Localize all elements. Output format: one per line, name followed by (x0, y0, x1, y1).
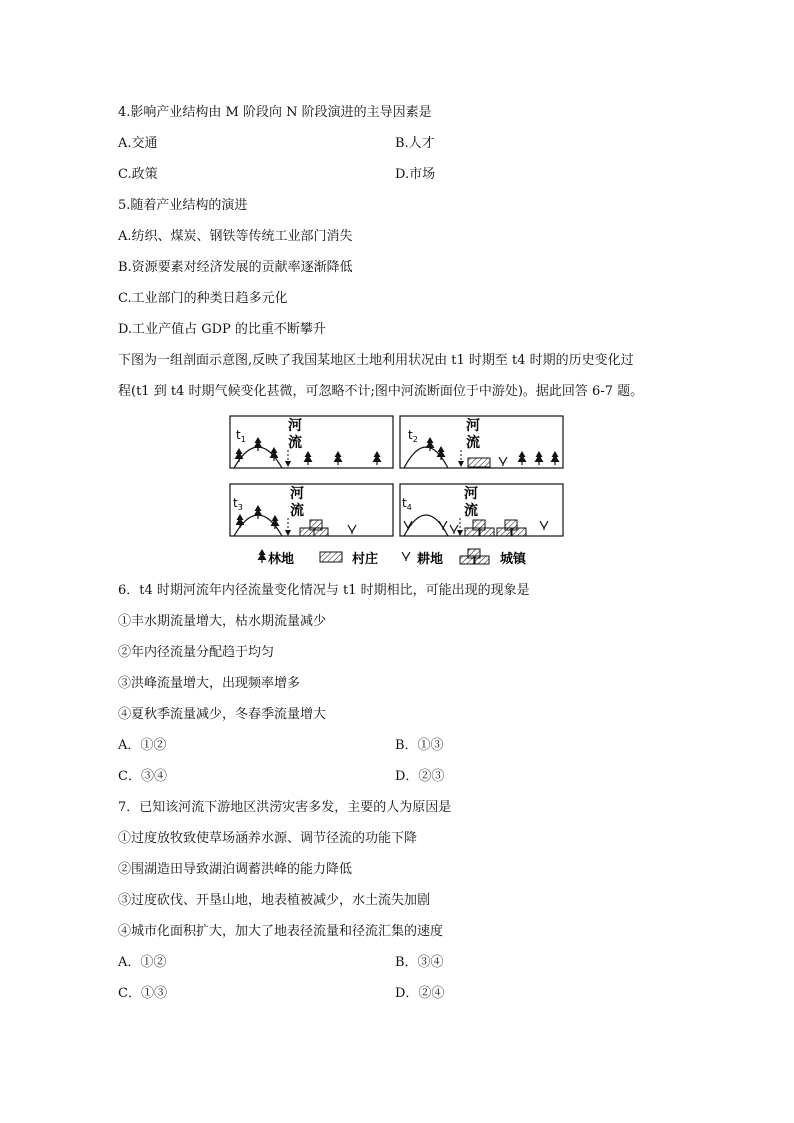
farmland-icon (402, 552, 410, 561)
village-icon (320, 552, 342, 562)
q7-option-b: B．③④ (395, 955, 444, 970)
river-label-t2-a: 河 (466, 418, 480, 434)
figure-legend (258, 549, 528, 567)
q6-option-d: D．②③ (395, 769, 445, 784)
q7-option-a: A．①② (118, 955, 167, 970)
river-label-t4-a: 河 (464, 486, 478, 502)
q6-item-2: ②年内径流量分配趋于均匀 (118, 645, 275, 660)
svg-text:t1: $t_1$ (236, 428, 246, 444)
q5-option-b: B.资源要素对经济发展的贡献率逐渐降低 (118, 260, 353, 275)
q7-item-2: ②围湖造田导致湖泊调蓄洪峰的能力降低 (118, 862, 353, 877)
q4-option-a: A.交通 (118, 136, 158, 151)
river-label-t1-a: 河 (288, 418, 302, 434)
panel-t2 (400, 416, 563, 468)
town-icon (460, 549, 489, 564)
river-label-t1-b: 流 (288, 435, 302, 451)
land-use-figure (228, 412, 568, 572)
q4-option-d: D.市场 (395, 167, 436, 182)
q6-stem: 6．t4 时期河流年内径流量变化情况与 t1 时期相比，可能出现的现象是 (118, 583, 530, 598)
q7-stem: 7．已知该河流下游地区洪涝灾害多发，主要的人为原因是 (118, 800, 452, 815)
q5-option-a: A.纺织、煤炭、钢铁等传统工业部门消失 (118, 229, 353, 244)
svg-text:t3: $t_3$ (233, 496, 243, 512)
legend-town: 城镇 (500, 552, 527, 567)
panel-t3 (230, 484, 393, 536)
q6-item-4: ④夏秋季流量减少，冬春季流量增大 (118, 707, 327, 722)
panel-t4 (400, 484, 563, 536)
legend-forest: 林地 (268, 552, 295, 567)
q7-item-3: ③过度砍伐、开垦山地，地表植被减少，水土流失加剧 (118, 893, 431, 908)
q6-option-c: C．③④ (118, 769, 167, 784)
svg-text:t4: $t_4$ (402, 496, 412, 512)
q5-option-c: C.工业部门的种类日趋多元化 (118, 291, 288, 306)
q6-option-b: B．①③ (395, 738, 444, 753)
q6-option-a: A．①② (118, 738, 167, 753)
q7-option-d: D．②④ (395, 986, 445, 1001)
q4-stem: 4.影响产业结构由 M 阶段向 N 阶段演进的主导因素是 (118, 105, 432, 120)
q7-item-4: ④城市化面积扩大，加大了地表径流量和径流汇集的速度 (118, 924, 444, 939)
q4-option-b: B.人才 (395, 136, 435, 151)
river-label-t3-a: 河 (290, 486, 304, 502)
intro-line-1: 下图为一组剖面示意图,反映了我国某地区土地利用状况由 t1 时期至 t4 时期的历史变化过 (118, 353, 634, 368)
river-label-t3-b: 流 (290, 503, 304, 519)
q5-option-d: D.工业产值占 GDP 的比重不断攀升 (118, 322, 326, 337)
legend-farmland: 耕地 (417, 552, 444, 567)
q6-item-1: ①丰水期流量增大，枯水期流量减少 (118, 614, 327, 629)
svg-text:t2: $t_2$ (408, 428, 418, 444)
q4-option-c: C.政策 (118, 167, 158, 182)
q7-item-1: ①过度放牧致使草场涵养水源、调节径流的功能下降 (118, 831, 418, 846)
river-label-t2-b: 流 (466, 435, 480, 451)
panel-t1 (230, 416, 393, 468)
intro-line-2: 程(t1 到 t4 时期气候变化甚微，可忽略不计;图中河流断面位于中游处)。据此回答 6-7 题。 (118, 384, 644, 399)
q7-option-c: C．①③ (118, 986, 167, 1001)
q6-item-3: ③洪峰流量增大，出现频率增多 (118, 676, 301, 691)
legend-village: 村庄 (352, 552, 379, 567)
q5-stem: 5.随着产业结构的演进 (118, 198, 248, 213)
forest-icon (258, 549, 267, 563)
river-label-t4-b: 流 (464, 503, 478, 519)
